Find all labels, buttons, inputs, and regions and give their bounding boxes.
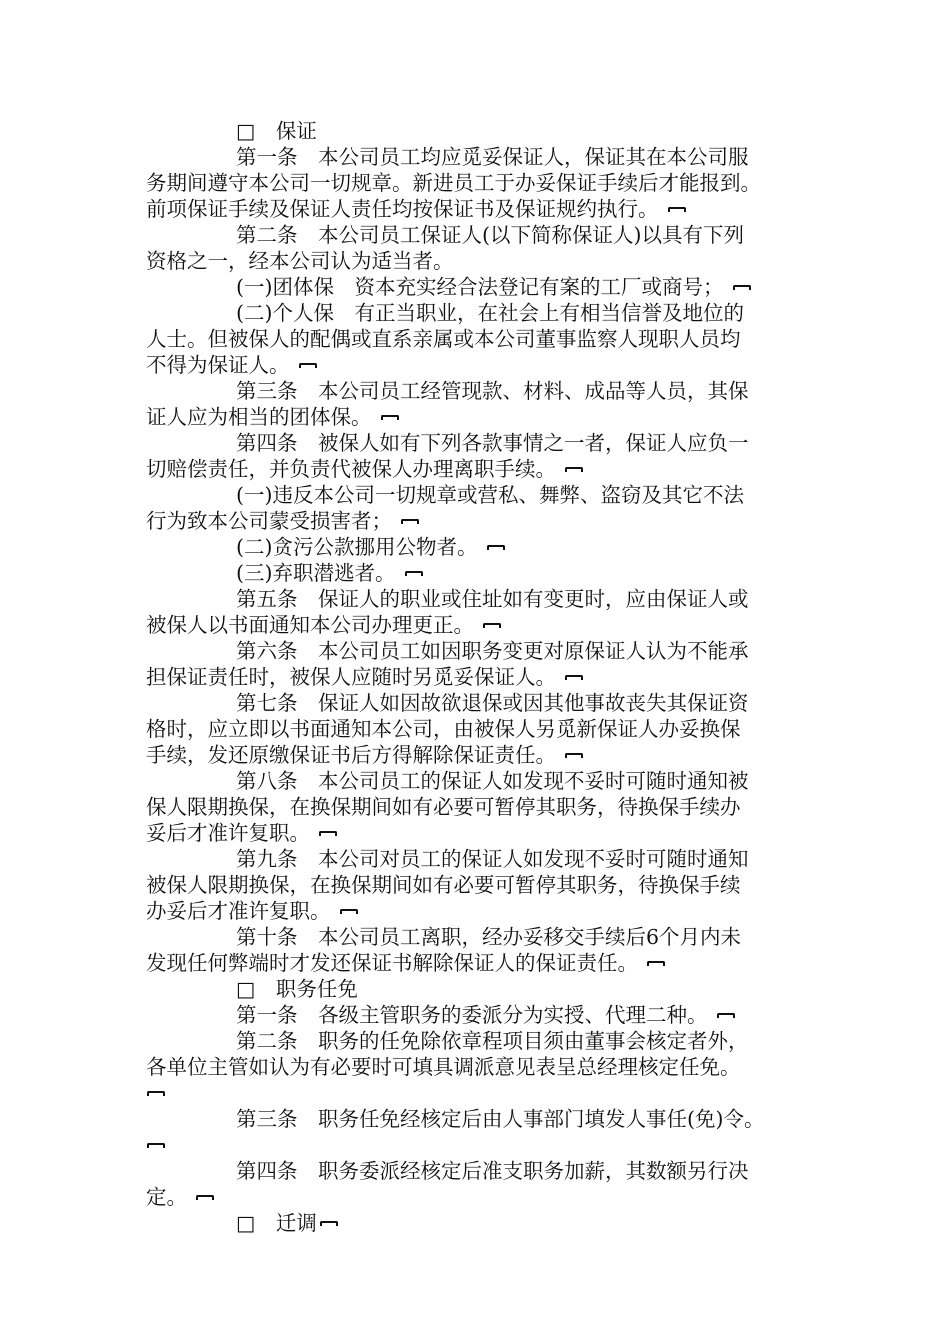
paragraph-mark-icon bbox=[146, 1141, 166, 1151]
paragraph-line: 人士。但被保人的配偶或直系亲属或本公司董事监察人现职人员均 bbox=[146, 327, 741, 351]
paragraph-mark-icon bbox=[732, 283, 752, 293]
paragraph-line: 证人应为相当的团体保。 bbox=[146, 404, 400, 430]
paragraph-mark-icon bbox=[564, 465, 584, 475]
paragraph-line: 被保人以书面通知本公司办理更正。 bbox=[146, 612, 502, 638]
paragraph-line: 务期间遵守本公司一切规章。新进员工于办妥保证手续后才能报到。 bbox=[146, 171, 761, 195]
paragraph-line: 第十条 本公司员工离职，经办妥移交手续后6个月内未 bbox=[236, 925, 742, 949]
paragraph-mark-icon bbox=[667, 205, 687, 215]
section-heading-guarantee: □ 保证 bbox=[236, 119, 317, 143]
paragraph-line: 第三条 本公司员工经管现款、材料、成品等人员，其保 bbox=[236, 379, 749, 403]
section-heading-appointment: □ 职务任免 bbox=[236, 977, 358, 1001]
paragraph-line: 担保证责任时，被保人应随时另觅妥保证人。 bbox=[146, 664, 584, 690]
paragraph-line: 前项保证手续及保证人责任均按保证书及保证规约执行。 bbox=[146, 196, 687, 222]
paragraph-mark-icon bbox=[400, 517, 420, 527]
paragraph-mark-line bbox=[146, 1132, 166, 1158]
paragraph-line: 办妥后才准许复职。 bbox=[146, 898, 359, 924]
paragraph-line: (一)违反本公司一切规章或营私、舞弊、盗窃及其它不法 bbox=[236, 483, 744, 507]
paragraph-line: 妥后才准许复职。 bbox=[146, 820, 338, 846]
paragraph-line: 第五条 保证人的职业或住址如有变更时，应由保证人或 bbox=[236, 587, 749, 611]
paragraph-line: 第六条 本公司员工如因职务变更对原保证人认为不能承 bbox=[236, 639, 749, 663]
paragraph-mark-icon bbox=[319, 1219, 339, 1229]
paragraph-mark-icon bbox=[318, 829, 338, 839]
paragraph-mark-icon bbox=[564, 673, 584, 683]
paragraph-mark-icon bbox=[195, 1193, 215, 1203]
paragraph-line: 第一条 本公司员工均应觅妥保证人，保证其在本公司服 bbox=[236, 145, 749, 169]
paragraph-mark-icon bbox=[486, 543, 506, 553]
paragraph-line: 格时，应立即以书面通知本公司，由被保人另觅新保证人办妥换保 bbox=[146, 717, 741, 741]
paragraph-mark-icon bbox=[564, 751, 584, 761]
section-heading-transfer: □ 迁调 bbox=[236, 1210, 339, 1236]
paragraph-line: 定。 bbox=[146, 1184, 215, 1210]
paragraph-line: 保人限期换保，在换保期间如有必要可暂停其职务，待换保手续办 bbox=[146, 795, 741, 819]
paragraph-line: (一)团体保 资本充实经合法登记有案的工厂或商号； bbox=[236, 274, 752, 300]
paragraph-mark-icon bbox=[339, 907, 359, 917]
paragraph-mark-icon bbox=[298, 361, 318, 371]
paragraph-line: 第九条 本公司对员工的保证人如发现不妥时可随时通知 bbox=[236, 847, 749, 871]
paragraph-mark-icon bbox=[482, 621, 502, 631]
paragraph-line: 第一条 各级主管职务的委派分为实授、代理二种。 bbox=[236, 1002, 736, 1028]
paragraph-line: 行为致本公司蒙受损害者； bbox=[146, 508, 420, 534]
paragraph-line: 发现任何弊端时才发还保证书解除保证人的保证责任。 bbox=[146, 950, 666, 976]
paragraph-line: 资格之一，经本公司认为适当者。 bbox=[146, 249, 454, 273]
paragraph-mark-icon bbox=[716, 1011, 736, 1021]
paragraph-mark-icon bbox=[380, 413, 400, 423]
paragraph-line: (三)弃职潜逃者。 bbox=[236, 560, 424, 586]
paragraph-line: 第四条 被保人如有下列各款事情之一者，保证人应负一 bbox=[236, 431, 749, 455]
paragraph-line: 第二条 本公司员工保证人(以下简称保证人)以具有下列 bbox=[236, 223, 744, 247]
paragraph-line: 被保人限期换保，在换保期间如有必要可暂停其职务，待换保手续 bbox=[146, 873, 741, 897]
paragraph-line: 第二条 职务的任免除依章程项目须由董事会核定者外， bbox=[236, 1029, 749, 1053]
paragraph-mark-line bbox=[146, 1080, 166, 1106]
paragraph-line: 不得为保证人。 bbox=[146, 352, 318, 378]
paragraph-line: 第八条 本公司员工的保证人如发现不妥时可随时通知被 bbox=[236, 769, 749, 793]
paragraph-line: 第四条 职务委派经核定后准支职务加薪，其数额另行决 bbox=[236, 1159, 749, 1183]
paragraph-line: (二)贪污公款挪用公物者。 bbox=[236, 534, 506, 560]
paragraph-mark-icon bbox=[646, 959, 666, 969]
paragraph-line: 切赔偿责任，并负责代被保人办理离职手续。 bbox=[146, 456, 584, 482]
paragraph-line: 第七条 保证人如因故欲退保或因其他事故丧失其保证资 bbox=[236, 691, 749, 715]
paragraph-line: 手续，发还原缴保证书后方得解除保证责任。 bbox=[146, 742, 584, 768]
paragraph-mark-icon bbox=[404, 569, 424, 579]
paragraph-line: 第三条 职务任免经核定后由人事部门填发人事任(免)令。 bbox=[236, 1107, 765, 1131]
paragraph-line: (二)个人保 有正当职业，在社会上有相当信誉及地位的 bbox=[236, 301, 744, 325]
paragraph-line: 各单位主管如认为有必要时可填具调派意见表呈总经理核定任免。 bbox=[146, 1055, 741, 1079]
paragraph-mark-icon bbox=[146, 1089, 166, 1099]
